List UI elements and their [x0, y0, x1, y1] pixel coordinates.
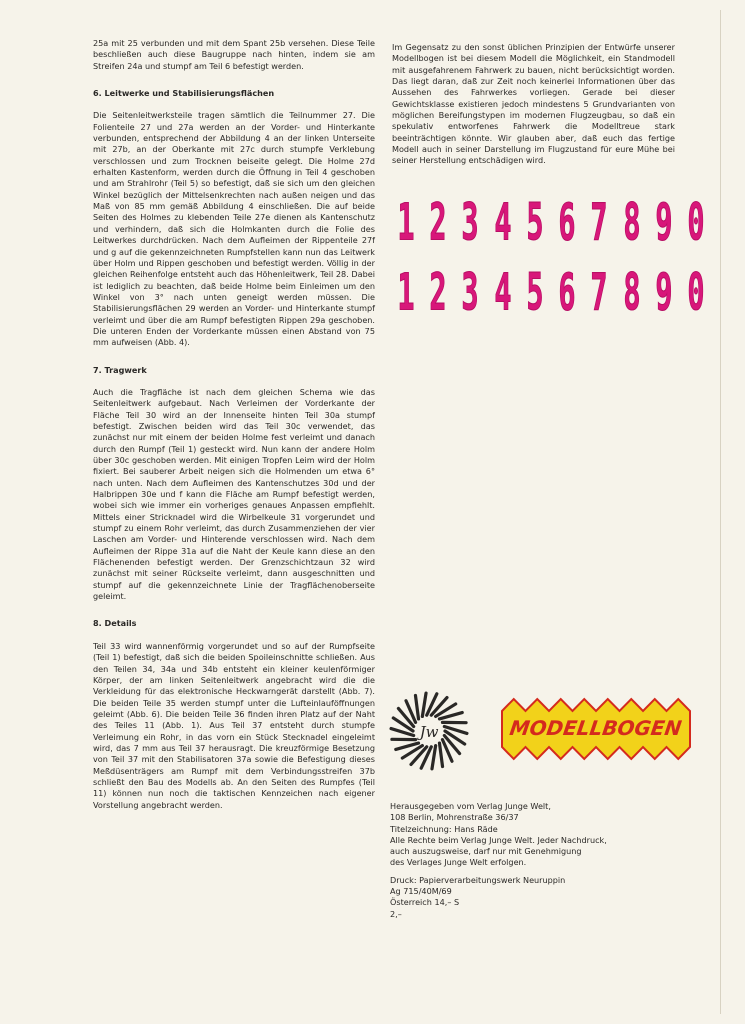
imprint-rights: des Verlages Junge Welt erfolgen.: [390, 857, 527, 868]
decal-digit: 5: [526, 192, 544, 252]
right-column: [392, 42, 675, 167]
decal-digit: 2: [429, 192, 447, 252]
imprint-code: Ag 715/40M/69: [390, 886, 452, 897]
sun-ray: [439, 743, 442, 766]
imprint-price: 2,–: [390, 908, 402, 919]
decal-digit: 7: [590, 192, 608, 252]
landing-gear-note: Im Gegensatz zu den sonst üblichen Prinzipien der Entwürfe unserer Modellbogen ist bei diesem Modell die Möglichkeit, ein Standmodell mit ausgefahrenem Fahrwerk zu bauen, nicht berücksichtigt worden. Das liegt daran, daß zur Zeit noch keinerlei Informationen über das Aussehen des Fahrwerkes vorliegen. Gerade bei dieser Gewichtsklasse existieren jedoch mindestens 5 Grundvarianten von möglichen Bereifungstypen im modernen Flugzeugbau, so daß ein spekulativ entworfenes Fahrwerk die Modelltreue stark beeinträchtigen könnte. Wir glauben aber, daß euch das fertige Modell auch in seiner Darstellung im Flugzustand für eure Mühe bei seiner Herstellung entschädigen wird.: [392, 42, 675, 166]
imprint-block: [390, 801, 690, 920]
section7-heading: 7. Tragwerk: [93, 364, 147, 375]
imprint-rights: Alle Rechte beim Verlag Junge Welt. Jeder Nachdruck,: [390, 834, 607, 845]
imprint-address: 108 Berlin, Mohrenstraße 36/37: [390, 812, 519, 823]
publisher-mark-text: Jw: [419, 723, 439, 741]
decal-digit: 9: [655, 192, 673, 252]
publisher-sun-logo: [388, 690, 470, 772]
modellbogen-text: MODELLBOGEN: [508, 716, 684, 740]
section6-body: Die Seitenleitwerksteile tragen sämtlich die Teilnummer 27. Die Folienteile 27 und 27a werden an der Vorder- und Hinterkante verbunden, entsprechend der Abbildung 4 an der linken Unterseite mit 27b, an der Oberkante mit 27c durch stumpfe Verklebung verschlossen und zum Trocknen beiseite gelegt. Die Holme 27d erhalten Kastenform, werden durch die Öffnung in Teil 4 geschoben und am Strahlrohr (Teil 5) so befestigt, daß sie sich um den gleichen Winkel bezüglich der Mittelsenkrechten nach außen neigen und das Maß von 85 mm gemäß Abbildung 4 einschließen. Die auf beide Seiten des Holmes zu klebenden Teile 27e dienen als Kantenschutz und verhindern, daß sich die Holmkanten durch die Folie des Leitwerkes durchdrücken. Nach dem Aufleimen der Rippenteile 27f und g auf die gekennzeichneten Rumpfstellen kann nun das Leitwerk über Holm und Rippen geschoben und befestigt werden. Völlig in der gleichen Reihenfolge entsteht auch das Höhenleitwerk, Teil 28. Dabei ist lediglich zu beachten, daß beide Holme beim Einleimen um den Winkel von 3° nach unten geneigt werden müssen. Die Stabilisierungsflächen 29 werden an Vorder- und Hinterkante stumpf verleimt und über die am Rumpf befestigten Rippen 29a geschoben. Die unteren Enden der Vorderkante müssen einen Abstand von 75 mm aufweisen (Abb. 4).: [93, 110, 375, 348]
sun-ray: [432, 746, 436, 769]
section8-heading: 8. Details: [93, 618, 137, 629]
decal-digit: 3: [461, 192, 480, 252]
section7-body: Auch die Tragfläche ist nach dem gleichen Schema wie das Seitenleitwerk aufgebaut. Nach Verleimen der Vorderkante der Fläche Teil 30 wird an der Innenseite hinten Teil 30a stumpf befestigt. Zwischen beiden wird das Teil 30c verwendet, das zunächst nur mit einem der beiden Holme fest verleimt und danach durch den Rumpf (Teil 1) gesteckt wird. Nun kann der andere Holm über 30c geschoben werden. Mit einigen Tropfen Leim wird der Holm fixiert. Bei sauberer Arbeit neigen sich die Holmenden um etwa 6° nach unten. Nach dem Aufleimen des Kantenschutzes 30d und der Halbrippen 30e und f kann die Fläche am Rumpf befestigt werden, wobei sich wie immer ein vorheriges genaues Anpassen empfiehlt. Mittels einer Stricknadel wird die Wirbelkeule 31 vorgerundet und stumpf zu einem Rohr verleimt, das durch Zusammenziehen der vier Laschen am Vorder- und Hinterende verschlossen wird. Nach dem Aufleimen der Rippe 31a auf die Naht der Keule kann diese an den Flächenenden befestigt werden. Der Grenzschichtzaun 32 wird zunächst mit seiner Rückseite verleimt, dann ausgeschnitten und stumpf auf die gekennzeichnete Linie der Tragflächenoberseite geleimt.: [93, 386, 375, 602]
decal-digit: 6: [558, 262, 576, 322]
imprint-drawing: Titelzeichnung: Hans Räde: [390, 823, 498, 834]
decal-digit: 5: [526, 262, 544, 322]
decal-digit: 1: [397, 262, 415, 322]
decal-digit: 9: [655, 262, 673, 322]
section5-continuation: 25a mit 25 verbunden und mit dem Spant 25b versehen. Diese Teile beschließen auch diese Baugruppe nach hinten, indem sie am Streifen 24a und stumpf am Teil 6 befestigt werden.: [93, 38, 375, 71]
modellbogen-logo: [498, 697, 694, 761]
number-decals-row-1: [390, 192, 712, 252]
sun-ray: [415, 695, 418, 718]
imprint-rights: auch auszugsweise, darf nur mit Genehmigung: [390, 846, 582, 857]
decal-digit: 6: [558, 192, 576, 252]
decal-digit: 8: [622, 192, 641, 252]
decal-digit: 4: [494, 262, 512, 322]
imprint-publisher: Herausgegeben vom Verlag Junge Welt,: [390, 801, 551, 811]
section6-heading: 6. Leitwerke und Stabilisierungsflächen: [93, 88, 275, 99]
decal-digit: 4: [494, 192, 512, 252]
binding-fold: [720, 10, 721, 1014]
section8-body: Teil 33 wird wannenförmig vorgerundet und so auf der Rumpfseite (Teil 1) befestigt, daß sich die beiden Spoileinschnitte schließen. Aus den Teilen 34, 34a und 34b entsteht ein kleiner keulenförmiger Körper, der am linken Seitenleitwerk angebracht wird die die Verkleidung für das elektronische Heckwarngerät darstellt (Abb. 7). Die beiden Teile 35 werden stumpf unter die Lufteinlauföffnungen geleimt (Abb. 6). Die beiden Teile 36 finden ihren Platz auf der Naht des Teiles 11 (Abb. 1). Aus Teil 37 entsteht durch stumpfe Verleimung ein Rohr, in das vorn ein Stück Stecknadel eingeleimt wird, das 7 mm aus Teil 37 herausragt. Die kreuzförmige Besetzung von Teil 37 mit den Stabilisatoren 37a sowie die Befestigung dieses Meßdüsenträgers am Rumpf mit dem Verbindungsstreifen 37b schließt den Bau des Modells ab. An den Seiten des Rumpfes (Teil 11) können nun noch die taktischen Kennzeichen nach eigener Vorstellung angebracht werden.: [93, 640, 375, 810]
decal-digit: 3: [461, 262, 480, 322]
decal-digit: 0: [687, 262, 705, 322]
decal-digit: 1: [397, 192, 415, 252]
sun-ray: [422, 693, 426, 716]
number-decals-row-2: [390, 262, 712, 322]
decal-digit: 0: [687, 192, 705, 252]
imprint-price-austria: Österreich 14,– S: [390, 897, 460, 908]
left-column: [93, 38, 375, 811]
imprint-printer: Druck: Papierverarbeitungswerk Neuruppin: [390, 874, 566, 885]
decal-digit: 8: [622, 262, 641, 322]
decal-digit: 2: [429, 262, 447, 322]
decal-digit: 7: [590, 262, 608, 322]
